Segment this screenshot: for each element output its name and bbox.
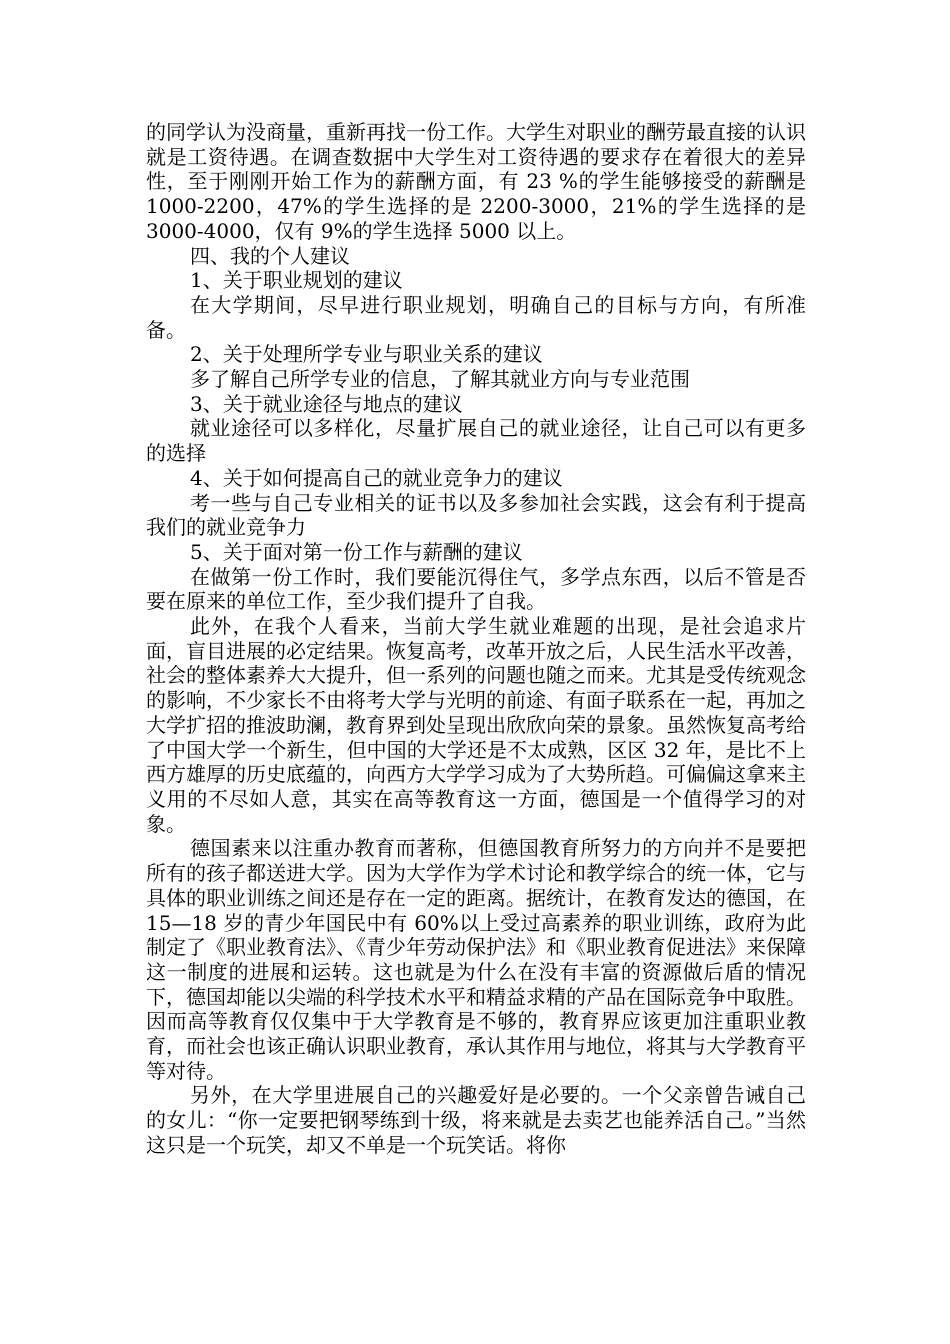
subheading-employment-channels: 3、关于就业途径与地点的建议 (190, 391, 463, 416)
paragraph-employment-channels: 就业途径可以多样化，尽量扩展自己的就业途径，让自己可以有更多的选择 (146, 416, 806, 466)
paragraph-german-education: 德国素来以注重办教育而著称，但德国教育所努力的方向并不是要把所有的孩子都送进大学。因为大学作为学术讨论和教学综合的统一体，它与具体的职业训练之间还是存在一定的距离。据统计，在教育发达的德国，在 15—18 岁的青少年国民中有 60%以上受过高素养的职业训练，政府为此制定了《职业教育法》、《青少年劳动保护法》和《职业教育促进法》来保障这一制度的进展和运转。这也就是为什么在没有丰富的资源做后盾的情况下，德国却能以尖端的科学技术水平和精益求精的产品在国际竞争中取胜。因而高等教育仅仅集中于大学教育是不够的，教育界应该更加注重职业教育，而社会也该正确认识职业教育，承认其作用与地位，将其与大学教育平等对待。 (146, 836, 806, 1083)
paragraph-interests-hobbies: 另外，在大学里进展自己的兴趣爱好是必要的。一个父亲曾告诫自己的女儿：“你一定要把钢琴练到十级，将来就是去卖艺也能养活自己。”当然这只是一个玩笑，却又不单是一个玩笑话。将你 (146, 1083, 806, 1157)
paragraph-career-planning: 在大学期间，尽早进行职业规划，明确自己的目标与方向，有所准备。 (146, 292, 806, 342)
document-body (146, 120, 806, 1158)
subheading-first-job: 5、关于面对第一份工作与薪酬的建议 (190, 539, 523, 564)
paragraph-competitiveness: 考一些与自己专业相关的证书以及多参加社会实践，这会有利于提高我们的就业竞争力 (146, 490, 806, 540)
subheading-major-and-career: 2、关于处理所学专业与职业关系的建议 (190, 342, 543, 367)
paragraph-first-job: 在做第一份工作时，我们要能沉得住气，多学点东西，以后不管是否要在原来的单位工作，至少我们提升了自我。 (146, 564, 806, 614)
paragraph-employment-problem: 此外，在我个人看来，当前大学生就业难题的出现，是社会追求片面，盲目进展的必定结果。恢复高考，改革开放之后，人民生活水平改善，社会的整体素养大大提升，但一系列的问题也随之而来。尤其是受传统观念的影响，不少家长不由将考大学与光明的前途、有面子联系在一起，再加之大学扩招的推波助澜，教育界到处呈现出欣欣向荣的景象。虽然恢复高考给了中国大学一个新生，但中国的大学还是不太成熟，区区 32 年，是比不上西方雄厚的历史底蕴的，向西方大学学习成为了大势所趋。可偏偏这拿来主义用的不尽如人意，其实在高等教育这一方面，德国是一个值得学习的对象。 (146, 614, 806, 836)
section-heading-personal-advice: 四、我的个人建议 (190, 243, 350, 268)
paragraph-salary-survey: 的同学认为没商量，重新再找一份工作。大学生对职业的酬劳最直接的认识就是工资待遇。在调查数据中大学生对工资待遇的要求存在着很大的差异性，至于刚刚开始工作为的薪酬方面，有 23 %的学生能够接受的薪酬是 1000-2200，47%的学生选择的是 2200-3000，21%的学生选择的是 3000-4000，仅有 9%的学生选择 5000 以上。 (146, 120, 806, 243)
paragraph-major-and-career: 多了解自己所学专业的信息，了解其就业方向与专业范围 (190, 367, 690, 392)
subheading-career-planning: 1、关于职业规划的建议 (190, 268, 403, 293)
subheading-competitiveness: 4、关于如何提高自己的就业竞争力的建议 (190, 465, 563, 490)
